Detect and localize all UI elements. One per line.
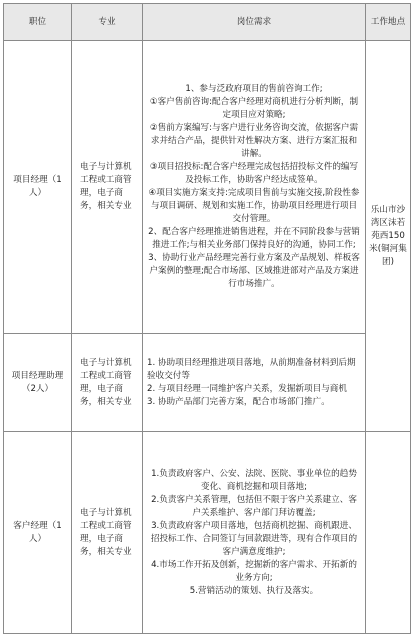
requirement-line: 4.市场工作开拓及创新，挖掘新的客户需求、开拓新的业务方向; — [151, 559, 357, 583]
major-cell: 电子与计算机工程或工商管理，电子商务，相关专业 — [72, 334, 143, 432]
header-location: 工作地点 — [366, 4, 411, 41]
requirement-line: 2、配合客户经理推进销售进程，并在不同阶段参与营销推进工作;与相关业务部门保持良好的沟通，协同工作; — [148, 227, 360, 250]
requirement-line: 2.负责客户关系管理，包括但不限于客户关系建立、客户关系维护、客户部门拜访覆盖; — [151, 494, 357, 518]
table-row — [4, 432, 411, 634]
requirement-line: 1、参与泛政府项目的售前咨询工作; — [185, 84, 323, 94]
job-table — [3, 3, 411, 634]
requirements-cell — [143, 41, 366, 334]
position-cell: 客户经理（1人） — [4, 432, 72, 634]
requirements-cell — [143, 334, 366, 432]
header-requirements: 岗位需求 — [143, 4, 366, 41]
requirement-line: 3、协助行业产品经理完善行业方案及产品规划、样板客户案例的整理;配合市场部、区域推进部对产品及方案进行市场推广。 — [148, 253, 360, 289]
header-position: 职位 — [4, 4, 72, 41]
requirement-line: ④项目实施方案支持:完成项目售前与实施交接,阶段性参与项目调研、规划和实施工作，协助项目经理进行项目交付管理。 — [148, 188, 360, 224]
header-major: 专业 — [72, 4, 143, 41]
major-cell: 电子与计算机工程或工商管理，电子商务，相关专业 — [72, 432, 143, 634]
location-cell-empty — [366, 432, 411, 634]
requirements-cell — [143, 432, 366, 634]
table-row — [4, 334, 411, 432]
requirement-line: ②售前方案编写:与客户进行业务咨询交流，依据客户需求并结合产品，提供针对性解决方案、进行方案汇报和讲解。 — [149, 123, 359, 159]
requirement-line: ③项目招投标:配合客户经理完成包括招投标文件的编写及投标工作，协助客户经达成签单。 — [149, 162, 359, 185]
table-row — [4, 41, 411, 334]
position-cell: 项目经理（1人） — [4, 41, 72, 334]
location-cell: 乐山市沙湾区沫若苑西150米(铜河集团) — [366, 41, 411, 432]
requirement-line: 1. 协助项目经理推进项目落地，从前期准备材料到后期验收交付等 — [147, 357, 356, 381]
position-cell: 项目经理助理（2人） — [4, 334, 72, 432]
major-cell: 电子与计算机工程或工商管理，电子商务，相关专业 — [72, 41, 143, 334]
requirement-line: 5.营销活动的策划、执行及落实。 — [189, 585, 319, 596]
requirement-line: 1.负责政府客户、公安、法院、医院、事业单位的趋势变化、商机挖掘和项目落地; — [151, 468, 357, 492]
requirement-line: 2. 与项目经理一同维护客户关系，发掘新项目与商机 — [147, 383, 347, 394]
requirement-line: 3. 协助产品部门完善方案，配合市场部门推广。 — [147, 396, 330, 407]
requirement-line: ①客户售前咨询:配合客户经理对商机进行分析判断，制定项目应对策略; — [149, 97, 359, 120]
table-header-row — [4, 4, 411, 41]
requirement-line: 3.负责政府客户项目落地，包括商机挖掘、商机跟进、招投标工作、合同签订与回款跟进等，现有合作项目的客户满意度维护; — [150, 520, 358, 557]
